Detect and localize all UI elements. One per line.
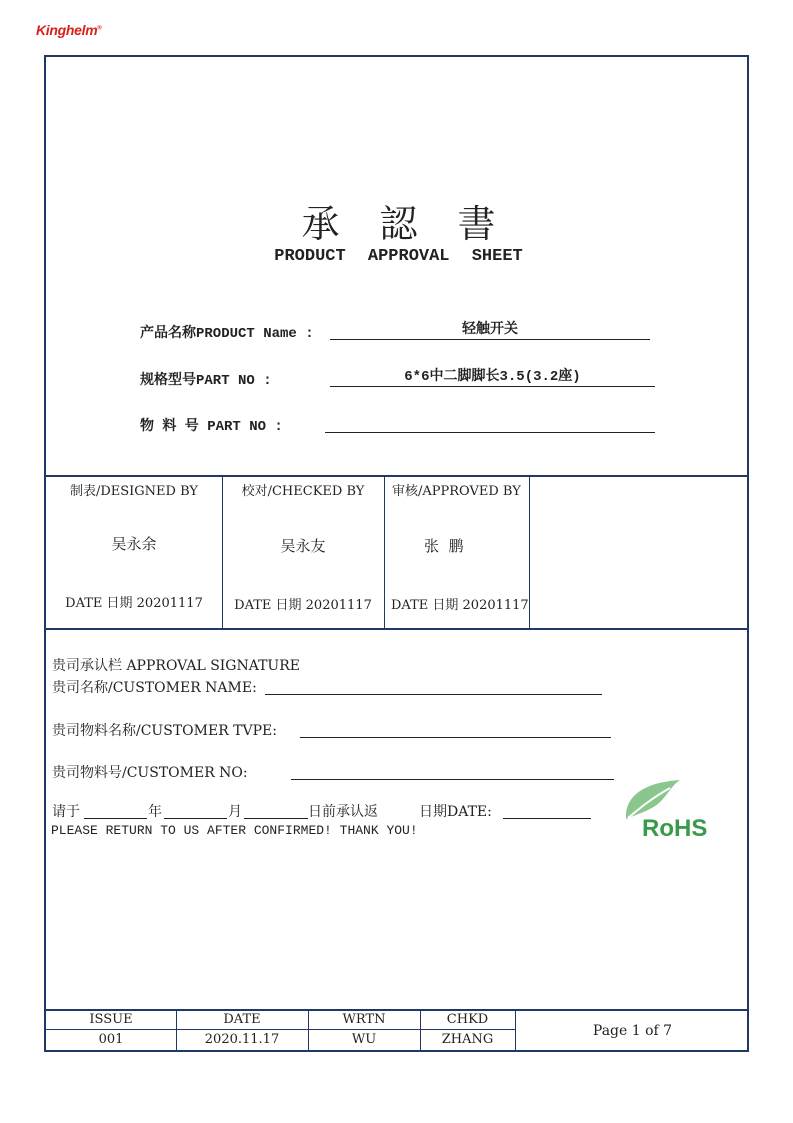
footer-top-line [46, 1009, 749, 1011]
product-name-label: 产品名称PRODUCT Name : [140, 326, 314, 342]
checked-by-name: 吴永友 [280, 537, 326, 555]
checked-date: DATE 日期 20201117 [234, 598, 372, 613]
footer-wrtn-value: WU [351, 1032, 377, 1047]
approved-date: DATE 日期 20201117 [391, 598, 529, 613]
return-month-field[interactable] [164, 818, 227, 819]
footer-header-date: DATE [223, 1012, 261, 1027]
return-year-field[interactable] [84, 818, 147, 819]
rohs-text: RoHS [642, 815, 708, 842]
divider-top [46, 475, 749, 477]
signoff-divider-3 [529, 477, 530, 628]
footer-date-value: 2020.11.17 [204, 1032, 280, 1047]
designed-date: DATE 日期 20201117 [65, 596, 203, 611]
approval-sheet-frame [44, 55, 749, 1052]
divider-middle [46, 628, 749, 630]
page-title-cn: 承認書 [301, 202, 536, 246]
footer-chkd-value: ZHANG [441, 1032, 494, 1047]
page-number: Page 1 of 7 [592, 1023, 673, 1039]
footer-header-chkd: CHKD [446, 1012, 489, 1027]
footer-header-issue: ISSUE [89, 1012, 133, 1027]
page-title-en: PRODUCT APPROVAL SHEET [274, 247, 523, 266]
approved-by-label: 审核/APPROVED BY [392, 484, 521, 499]
material-no-value [325, 414, 655, 433]
footer-issue-value: 001 [98, 1032, 124, 1047]
return-date-field[interactable] [503, 818, 591, 819]
return-note: PLEASE RETURN TO US AFTER CONFIRMED! THANK YOU! [51, 823, 418, 838]
material-no-label: 物 料 号 PART NO : [140, 419, 283, 435]
return-year-label: 年 [148, 804, 162, 820]
return-day-field[interactable] [244, 818, 308, 819]
product-name-value: 轻触开关 [330, 321, 650, 340]
designed-by-name: 吴永余 [111, 535, 157, 553]
return-date-label: 日期DATE: [419, 804, 492, 820]
return-month-label: 月 [228, 804, 242, 820]
return-day-label: 日前承认返 [308, 804, 378, 820]
customer-name-field[interactable] [265, 694, 602, 695]
rohs-leaf-icon [618, 774, 728, 844]
kinghelm-logo: Kinghelm® [36, 22, 102, 38]
customer-no-field[interactable] [291, 779, 614, 780]
footer-header-wrtn: WRTN [342, 1012, 386, 1027]
customer-no-label: 贵司物料号/CUSTOMER NO: [52, 765, 248, 781]
customer-type-field[interactable] [300, 737, 611, 738]
customer-type-label: 贵司物料名称/CUSTOMER TVPE: [52, 723, 277, 739]
signoff-divider-2 [384, 477, 385, 628]
designed-by-label: 制表/DESIGNED BY [69, 484, 199, 499]
approved-by-name: 张 鹏 [424, 537, 464, 555]
part-no-value: 6*6中二脚脚长3.5(3.2座) [330, 368, 655, 387]
customer-name-label: 贵司名称/CUSTOMER NAME: [52, 680, 257, 696]
footer-mid-line [46, 1029, 515, 1030]
checked-by-label: 校对/CHECKED BY [241, 484, 365, 499]
customer-signature-title: 贵司承认栏 APPROVAL SIGNATURE [52, 658, 300, 674]
return-prefix: 请于 [52, 804, 80, 820]
part-no-label: 规格型号PART NO : [140, 373, 272, 389]
